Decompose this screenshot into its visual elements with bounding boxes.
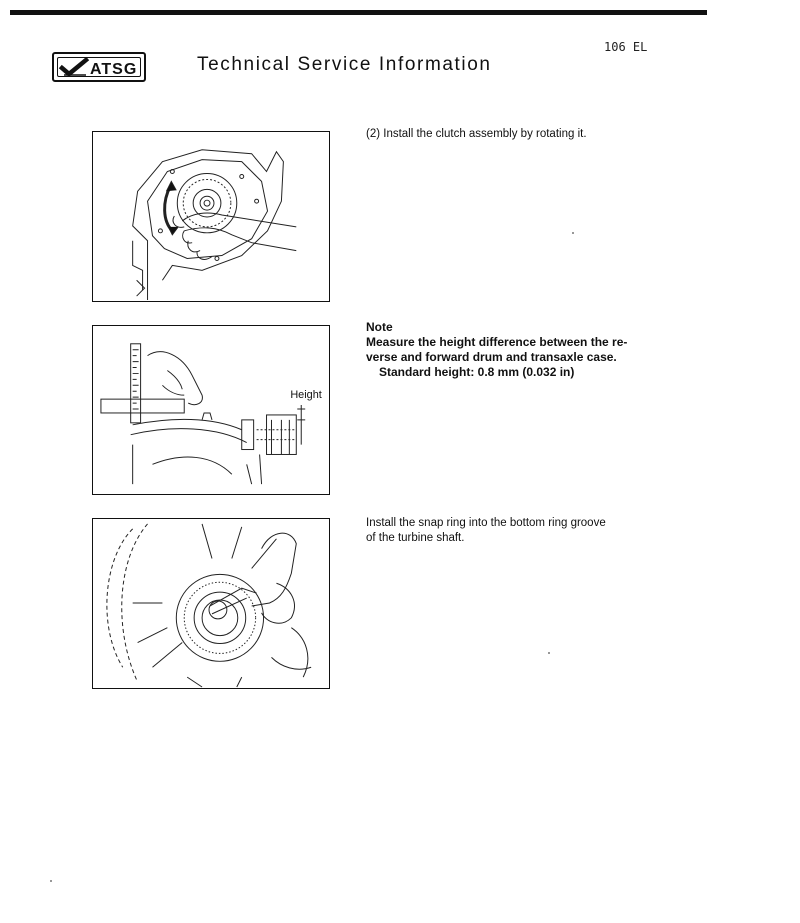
note-line-2: verse and forward drum and transaxle case. — [366, 350, 617, 364]
header-rule — [10, 10, 707, 15]
snap-ring-line-2: of the turbine shaft. — [366, 532, 465, 544]
height-label: Height — [290, 389, 322, 402]
note-line-1: Measure the height difference between the re- — [366, 335, 628, 349]
height-measurement-illustration — [92, 325, 330, 495]
clutch-install-illustration — [92, 131, 330, 302]
note-standard-height: Standard height: 0.8 mm (0.032 in) — [379, 365, 575, 379]
page-number: 106 EL — [604, 40, 648, 54]
snap-ring-illustration — [92, 518, 330, 689]
logo-text: ATSG — [90, 61, 138, 78]
scan-speck — [548, 652, 550, 654]
note-heading: Note — [366, 320, 393, 334]
page-title: Technical Service Information — [197, 54, 492, 75]
scan-speck — [50, 880, 52, 882]
step-install-snap-ring — [366, 516, 636, 546]
measurement-note — [366, 320, 636, 380]
step-install-clutch: (2) Install the clutch assembly by rotating it. — [366, 128, 587, 140]
scan-speck — [572, 232, 574, 234]
atsg-logo — [52, 52, 146, 82]
snap-ring-line-1: Install the snap ring into the bottom ring groove — [366, 517, 606, 529]
